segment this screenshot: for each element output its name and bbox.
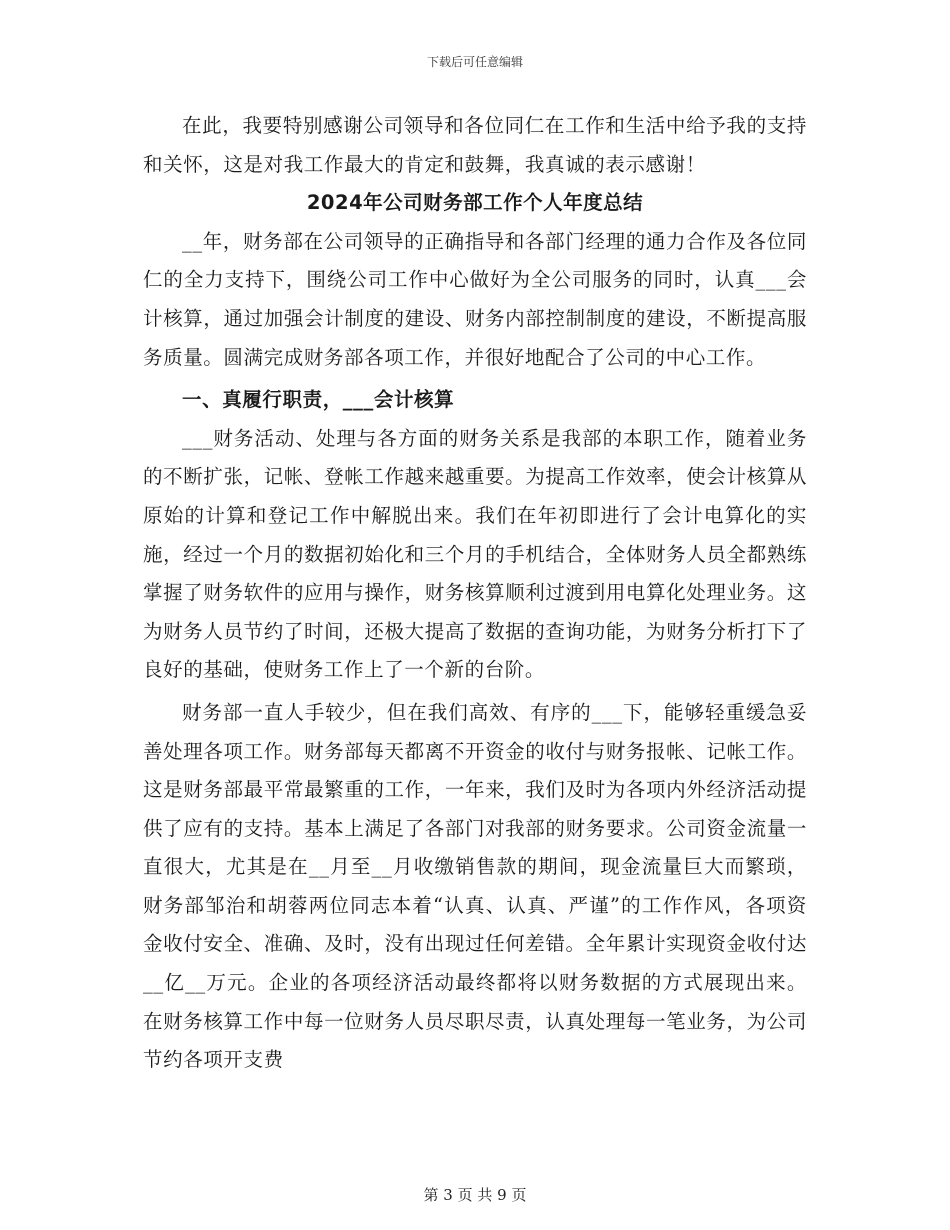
paragraph-thanks: 在此，我要特别感谢公司领导和各位同仁在工作和生活中给予我的支持和关怀，这是对我工作最大的肯定和鼓舞，我真诚的表示感谢！ xyxy=(143,114,807,176)
page-header-note: 下载后可任意编辑 xyxy=(426,55,523,69)
paragraph-section-2: 财务部一直人手较少，但在我们高效、有序的___下，能够轻重缓急妥善处理各项工作。财务部每天都离不开资金的收付与财务报帐、记帐工作。这是财务部最平常最繁重的工作，一年来，我们及时为各项内外经济活动提供了应有的支持。基本上满足了各部门对我部的财务要求。公司资金流量一直很大，尤其是在__月至__月收缴销售款的期间，现金流量巨大而繁琐，财务部邹治和胡蓉两位同志本着“认真、认真、严谨”的工作作风，各项资金收付安全、准确、及时，没有出现过任何差错。全年累计实现资金收付达__亿__万元。企业的各项经济活动最终都将以财务数据的方式展现出来。在财务核算工作中每一位财务人员尽职尽责，认真处理每一笔业务，为公司节约各项开支费 xyxy=(143,700,807,1072)
paragraph-section-1: ___财务活动、处理与各方面的财务关系是我部的本职工作，随着业务的不断扩张，记帐、登帐工作越来越重要。为提高工作效率，使会计核算从原始的计算和登记工作中解脱出来。我们在年初即进行了会计电算化的实施，经过一个月的数据初始化和三个月的手机结合，全体财务人员全都熟练掌握了财务软件的应用与操作，财务核算顺利过渡到用电算化处理业务。这为财务人员节约了时间，还极大提高了数据的查询功能，为财务分析打下了良好的基础，使财务工作上了一个新的台阶。 xyxy=(143,426,807,682)
document-title: 2024年公司财务部工作个人年度总结 xyxy=(306,191,644,215)
page-number: 第 3 页 共 9 页 xyxy=(423,1186,527,1204)
paragraph-intro: __年，财务部在公司领导的正确指导和各部门经理的通力合作及各位同仁的全力支持下，围绕公司工作中心做好为全公司服务的同时，认真___会计核算，通过加强会计制度的建设、财务内部控制制度的建设，不断提高服务质量。圆满完成财务部各项工作，并很好地配合了公司的中心工作。 xyxy=(143,229,807,369)
section-heading-1: 一、真履行职责，___会计核算 xyxy=(182,388,455,412)
document-body xyxy=(143,107,807,1080)
